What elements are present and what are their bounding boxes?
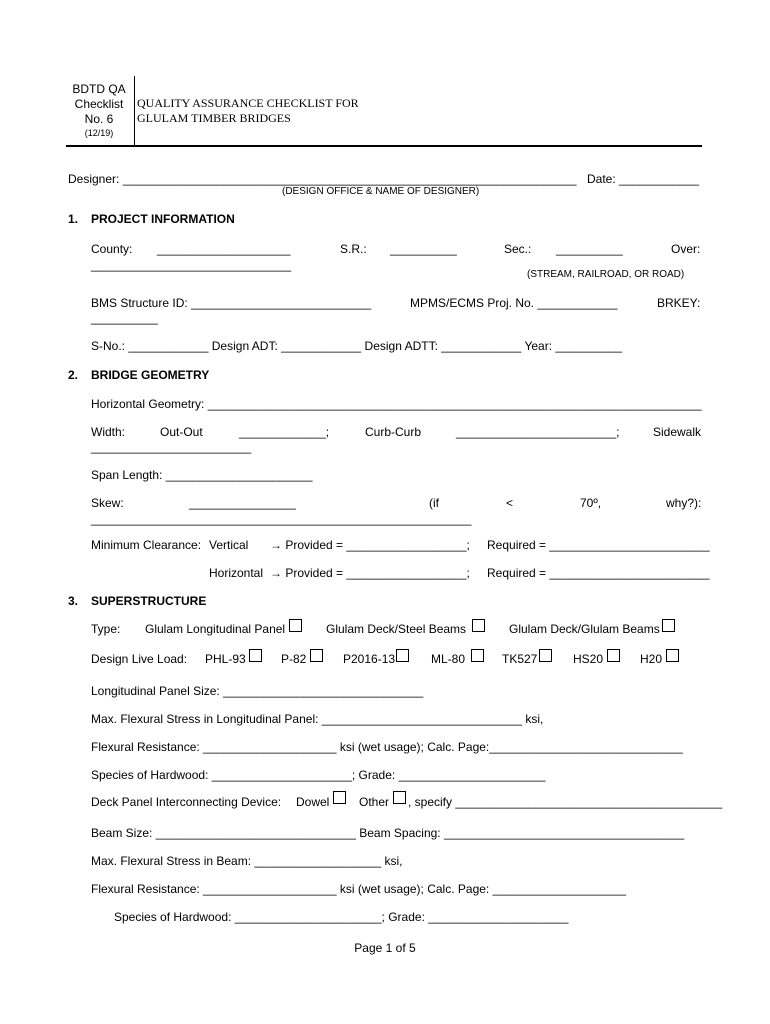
section2-title: BRIDGE GEOMETRY bbox=[91, 368, 210, 382]
species-hardwood-beam-field[interactable]: Species of Hardwood: ______________________; Grade: _____________________ bbox=[114, 910, 569, 924]
vertical-required-field[interactable]: Required = ________________________ bbox=[487, 538, 710, 552]
other-label: Other bbox=[359, 795, 390, 809]
horizontal-required-field[interactable]: Required = ________________________ bbox=[487, 566, 710, 580]
checklist-id-line2: Checklist bbox=[74, 97, 124, 111]
type-deck-steel-beams-checkbox[interactable] bbox=[472, 619, 485, 632]
type-deck-glulam-beams-checkbox[interactable] bbox=[662, 619, 675, 632]
panel-size-field[interactable]: Longitudinal Panel Size: ______________________________ bbox=[91, 684, 424, 698]
horizontal-geometry-field[interactable]: Horizontal Geometry: __________________________________________________________________________ bbox=[91, 397, 702, 411]
load-p2016-13-checkbox[interactable] bbox=[396, 649, 409, 662]
outout-field[interactable]: _____________; bbox=[239, 425, 330, 439]
header-divider bbox=[134, 76, 135, 146]
load-option-label: HS20 bbox=[573, 652, 604, 666]
outout-label: Out-Out bbox=[160, 425, 203, 439]
mpms-ecms-field[interactable]: MPMS/ECMS Proj. No. ____________ bbox=[410, 296, 618, 310]
load-option-label: TK527 bbox=[502, 652, 538, 666]
horizontal-label: Horizontal bbox=[209, 566, 264, 580]
skew-label: Skew: bbox=[91, 496, 124, 510]
sr-field[interactable]: __________ bbox=[390, 242, 457, 256]
page-number: Page 1 of 5 bbox=[354, 941, 416, 955]
document-title-line2: GLULAM TIMBER BRIDGES bbox=[137, 111, 291, 125]
load-h20-checkbox[interactable] bbox=[666, 649, 679, 662]
sec-field[interactable]: __________ bbox=[556, 242, 623, 256]
max-flexural-stress-beam-field[interactable]: Max. Flexural Stress in Beam: ___________________ ksi, bbox=[91, 854, 403, 868]
sr-label: S.R.: bbox=[340, 242, 367, 256]
load-phl93-checkbox[interactable] bbox=[249, 649, 262, 662]
width-label: Width: bbox=[91, 425, 126, 439]
load-option-label: ML-80 bbox=[431, 652, 466, 666]
over-field[interactable]: ______________________________ bbox=[91, 258, 292, 272]
sidewalk-field[interactable]: ________________________ bbox=[91, 440, 252, 454]
skew-why-field[interactable]: _________________________________________________________ bbox=[91, 512, 472, 526]
county-label: County: bbox=[91, 242, 133, 256]
type-option-longitudinal-panel: Glulam Longitudinal Panel bbox=[145, 622, 286, 636]
type-label: Type: bbox=[91, 622, 121, 636]
flexural-resistance-panel-field[interactable]: Flexural Resistance: ____________________ ksi (wet usage); Calc. Page:_____________________________ bbox=[91, 740, 683, 754]
checklist-revision-date: (12/19) bbox=[84, 128, 114, 138]
species-hardwood-panel-field[interactable]: Species of Hardwood: _____________________; Grade: ______________________ bbox=[91, 768, 546, 782]
vertical-label: Vertical bbox=[209, 538, 249, 552]
brkey-label: BRKEY: bbox=[657, 296, 701, 310]
section3-number: 3. bbox=[68, 594, 79, 608]
header-rule bbox=[66, 145, 702, 147]
document-title-line1: QUALITY ASSURANCE CHECKLIST FOR bbox=[137, 96, 359, 110]
county-field[interactable]: ____________________ bbox=[157, 242, 291, 256]
type-option-deck-steel-beams: Glulam Deck/Steel Beams bbox=[326, 622, 467, 636]
section1-title: PROJECT INFORMATION bbox=[91, 212, 235, 226]
dowel-label: Dowel bbox=[296, 795, 330, 809]
horizontal-provided-field[interactable]: → Provided = __________________; bbox=[270, 566, 470, 580]
skew-if-text: (if bbox=[429, 496, 439, 510]
over-caption: (STREAM, RAILROAD, OR ROAD) bbox=[527, 269, 685, 280]
skew-why-text: why?): bbox=[666, 496, 702, 510]
checklist-id-line3: No. 6 bbox=[84, 112, 114, 126]
load-p82-checkbox[interactable] bbox=[310, 649, 323, 662]
deck-interconnecting-label: Deck Panel Interconnecting Device: bbox=[91, 795, 282, 809]
sec-label: Sec.: bbox=[504, 242, 532, 256]
section3-title: SUPERSTRUCTURE bbox=[91, 594, 207, 608]
load-tk527-checkbox[interactable] bbox=[539, 649, 552, 662]
load-option-label: H20 bbox=[640, 652, 663, 666]
min-clearance-label: Minimum Clearance: bbox=[91, 538, 202, 552]
max-flexural-stress-panel-field[interactable]: Max. Flexural Stress in Longitudinal Panel: ______________________________ ksi, bbox=[91, 712, 544, 726]
beam-size-spacing-field[interactable]: Beam Size: ______________________________ Beam Spacing: ____________________________________ bbox=[91, 826, 685, 840]
flexural-resistance-beam-field[interactable]: Flexural Resistance: ____________________ ksi (wet usage); Calc. Page: ____________________ bbox=[91, 882, 627, 896]
section2-number: 2. bbox=[68, 368, 79, 382]
bms-structure-id-field[interactable]: BMS Structure ID: ___________________________ bbox=[91, 296, 372, 310]
over-label: Over: bbox=[671, 242, 701, 256]
other-checkbox[interactable] bbox=[393, 791, 406, 804]
date-field[interactable]: Date: ____________ bbox=[587, 172, 700, 186]
skew-lt-text: < bbox=[506, 496, 514, 510]
designer-field[interactable]: Designer: ____________________________________________________________________ bbox=[68, 172, 577, 186]
load-hs20-checkbox[interactable] bbox=[607, 649, 620, 662]
curb-label: Curb-Curb bbox=[365, 425, 422, 439]
section1-number: 1. bbox=[68, 212, 79, 226]
design-live-load-label: Design Live Load: bbox=[91, 652, 188, 666]
vertical-provided-field[interactable]: → Provided = __________________; bbox=[270, 538, 470, 552]
dowel-checkbox[interactable] bbox=[333, 791, 346, 804]
sidewalk-label: Sidewalk bbox=[653, 425, 702, 439]
specify-field[interactable]: , specify ________________________________________ bbox=[408, 795, 723, 809]
curb-field[interactable]: ________________________; bbox=[456, 425, 620, 439]
checklist-id-line1: BDTD QA bbox=[72, 82, 126, 96]
skew-degree-text: 70º, bbox=[580, 496, 602, 510]
load-option-label: P2016-13 bbox=[343, 652, 396, 666]
skew-field[interactable]: ________________ bbox=[189, 496, 296, 510]
load-ml80-checkbox[interactable] bbox=[471, 649, 484, 662]
designer-caption: (DESIGN OFFICE & NAME OF DESIGNER) bbox=[282, 186, 480, 197]
brkey-field[interactable]: __________ bbox=[91, 311, 158, 325]
type-option-deck-glulam-beams: Glulam Deck/Glulam Beams bbox=[509, 622, 660, 636]
span-length-field[interactable]: Span Length: ______________________ bbox=[91, 468, 313, 482]
load-option-label: PHL-93 bbox=[205, 652, 246, 666]
load-option-label: P-82 bbox=[281, 652, 307, 666]
type-longitudinal-panel-checkbox[interactable] bbox=[289, 619, 302, 632]
sno-adt-line[interactable]: S-No.: ____________ Design ADT: ____________ Design ADTT: ____________ Year: __________ bbox=[91, 339, 623, 353]
